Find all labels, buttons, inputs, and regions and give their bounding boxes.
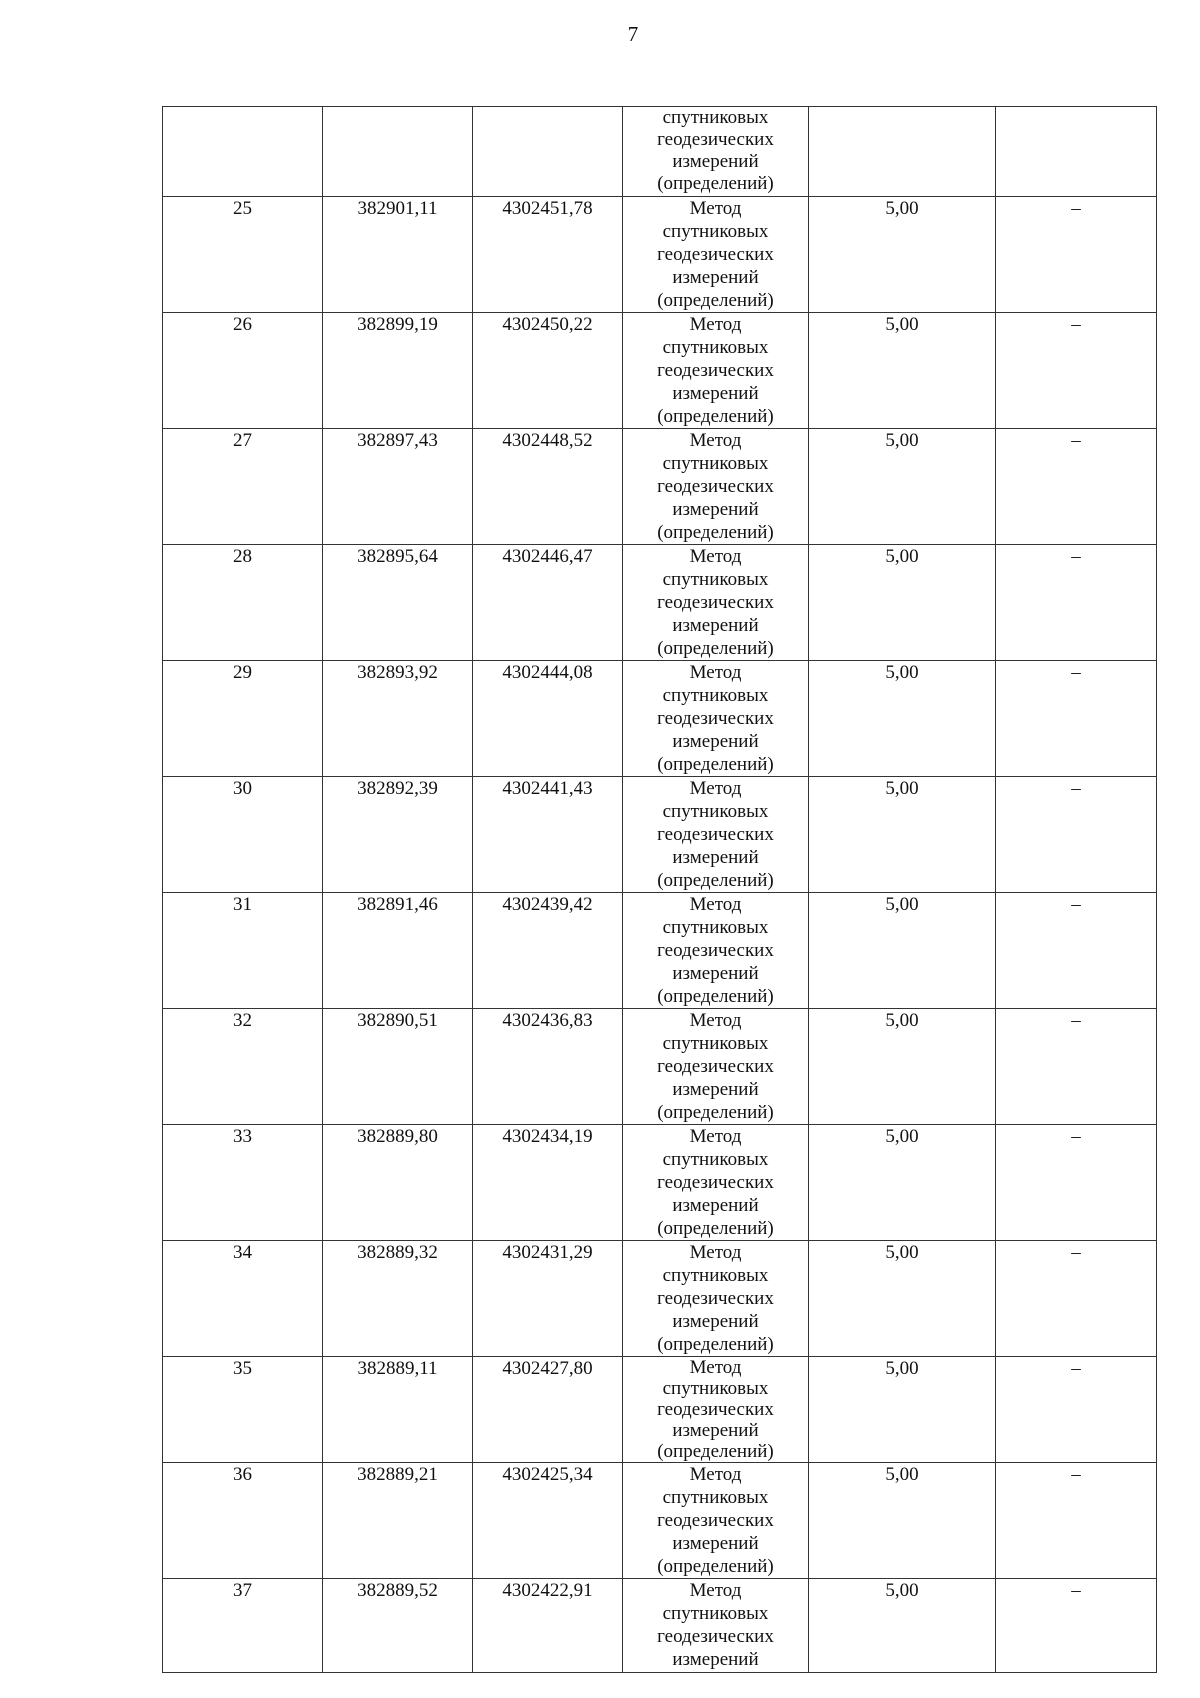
y-coordinate-cell: 4302446,47 [473,545,623,661]
note-cell: – [996,893,1157,1009]
y-coordinate-cell: 4302448,52 [473,429,623,545]
method-line: геодезических [657,592,774,613]
accuracy-cell: 5,00 [809,1009,996,1125]
method-cell [623,1579,809,1673]
table-row [163,1463,1157,1579]
y-coordinate-cell: 4302422,91 [473,1579,623,1673]
method-cell [623,1009,809,1125]
method-line: геодезических [657,1172,774,1193]
method-cell [623,1463,809,1579]
method-line: Метод [689,778,742,799]
accuracy-cell: 5,00 [809,1357,996,1463]
method-line: спутниковых [662,1603,769,1624]
accuracy-cell: 5,00 [809,1241,996,1357]
method-line: Метод [689,546,742,567]
point-number-cell: 27 [163,429,323,545]
method-cell [623,107,809,197]
method-line: спутниковых [662,1378,769,1399]
note-cell: – [996,429,1157,545]
method-line: измерений [672,1079,759,1100]
table-row [163,1125,1157,1241]
method-line: геодезических [657,129,774,150]
method-line: (определений) [657,1218,774,1239]
method-line: (определений) [657,173,774,194]
y-coordinate-cell: 4302439,42 [473,893,623,1009]
method-line: (определений) [657,1556,774,1577]
accuracy-cell: 5,00 [809,661,996,777]
method-line: Метод [689,1357,742,1378]
accuracy-cell: 5,00 [809,197,996,313]
method-line: измерений [672,1311,759,1332]
table-row [163,1579,1157,1673]
method-cell [623,777,809,893]
method-line: измерений [672,847,759,868]
x-coordinate-cell: 382895,64 [323,545,473,661]
note-cell: – [996,1463,1157,1579]
y-coordinate-cell: 4302441,43 [473,777,623,893]
x-coordinate-cell: 382889,32 [323,1241,473,1357]
method-line: измерений [672,383,759,404]
method-line: измерений [672,731,759,752]
accuracy-cell: 5,00 [809,1125,996,1241]
point-number-cell: 34 [163,1241,323,1357]
method-cell [623,893,809,1009]
method-line: измерений [672,1195,759,1216]
method-line: Метод [689,894,742,915]
method-line: (определений) [657,754,774,775]
point-number-cell: 33 [163,1125,323,1241]
accuracy-cell: 5,00 [809,1579,996,1673]
continued-row [163,107,1157,197]
coordinates-table-body [163,107,1157,1673]
method-line: Метод [689,662,742,683]
x-coordinate-cell: 382889,80 [323,1125,473,1241]
accuracy-cell: 5,00 [809,893,996,1009]
method-line: Метод [689,1464,742,1485]
x-coordinate-cell: 382901,11 [323,197,473,313]
method-cell [623,197,809,313]
y-coordinate-cell: 4302450,22 [473,313,623,429]
note-cell [996,107,1157,197]
table-row [163,1009,1157,1125]
x-coordinate-cell: 382889,52 [323,1579,473,1673]
method-line: измерений [672,615,759,636]
method-cell [623,313,809,429]
table-row [163,1357,1157,1463]
method-line: (определений) [657,522,774,543]
table-row [163,313,1157,429]
method-cell [623,545,809,661]
method-line: геодезических [657,360,774,381]
note-cell: – [996,1357,1157,1463]
note-cell: – [996,197,1157,313]
point-number-cell: 30 [163,777,323,893]
note-cell: – [996,1241,1157,1357]
table-row [163,777,1157,893]
y-coordinate-cell: 4302436,83 [473,1009,623,1125]
method-line: Метод [689,1580,742,1601]
x-coordinate-cell: 382899,19 [323,313,473,429]
method-line: геодезических [657,1510,774,1531]
x-coordinate-cell: 382891,46 [323,893,473,1009]
point-number-cell: 36 [163,1463,323,1579]
method-line: спутниковых [662,1265,769,1286]
point-number-cell: 26 [163,313,323,429]
y-coordinate-cell: 4302444,08 [473,661,623,777]
method-line: Метод [689,198,742,219]
note-cell: – [996,313,1157,429]
method-line: спутниковых [662,569,769,590]
point-number-cell [163,107,323,197]
point-number-cell: 37 [163,1579,323,1673]
note-cell: – [996,1009,1157,1125]
method-line: Метод [689,1010,742,1031]
method-line: измерений [672,151,759,172]
method-line: Метод [689,430,742,451]
y-coordinate-cell: 4302434,19 [473,1125,623,1241]
accuracy-cell [809,107,996,197]
method-line: (определений) [657,1102,774,1123]
method-line: спутниковых [662,1149,769,1170]
method-cell [623,661,809,777]
table-row [163,429,1157,545]
note-cell: – [996,661,1157,777]
method-line: Метод [689,1126,742,1147]
method-line: спутниковых [662,453,769,474]
method-line: (определений) [657,870,774,891]
page-number: 7 [627,22,639,46]
method-line: измерений [672,963,759,984]
method-line: геодезических [657,1288,774,1309]
method-line: измерений [672,267,759,288]
method-line: (определений) [657,1334,774,1355]
method-line: спутниковых [662,337,769,358]
method-line: измерений [672,1420,759,1441]
y-coordinate-cell: 4302427,80 [473,1357,623,1463]
method-line: измерений [672,1533,759,1554]
method-line: Метод [689,1242,742,1263]
accuracy-cell: 5,00 [809,777,996,893]
method-line: измерений [672,1649,759,1670]
table-row [163,661,1157,777]
method-cell [623,429,809,545]
point-number-cell: 31 [163,893,323,1009]
method-line: геодезических [657,940,774,961]
accuracy-cell: 5,00 [809,429,996,545]
x-coordinate-cell: 382890,51 [323,1009,473,1125]
method-line: (определений) [657,986,774,1007]
table-row [163,197,1157,313]
method-line: геодезических [657,476,774,497]
method-cell [623,1357,809,1463]
y-coordinate-cell: 4302451,78 [473,197,623,313]
x-coordinate-cell: 382897,43 [323,429,473,545]
method-line: Метод [689,314,742,335]
accuracy-cell: 5,00 [809,545,996,661]
accuracy-cell: 5,00 [809,313,996,429]
x-coordinate-cell: 382889,21 [323,1463,473,1579]
x-coordinate-cell: 382892,39 [323,777,473,893]
accuracy-cell: 5,00 [809,1463,996,1579]
method-line: спутниковых [662,107,769,128]
method-line: спутниковых [662,221,769,242]
method-line: геодезических [657,708,774,729]
point-number-cell: 32 [163,1009,323,1125]
method-line: геодезических [657,1626,774,1647]
method-line: геодезических [657,1056,774,1077]
method-line: спутниковых [662,1033,769,1054]
y-coordinate-cell: 4302431,29 [473,1241,623,1357]
y-coordinate-cell [473,107,623,197]
table-row [163,1241,1157,1357]
method-line: (определений) [657,1441,774,1462]
point-number-cell: 29 [163,661,323,777]
x-coordinate-cell: 382889,11 [323,1357,473,1463]
method-line: (определений) [657,290,774,311]
coordinates-table [162,106,1157,1673]
method-line: геодезических [657,824,774,845]
method-line: измерений [672,499,759,520]
method-line: спутниковых [662,801,769,822]
method-line: спутниковых [662,685,769,706]
note-cell: – [996,545,1157,661]
y-coordinate-cell: 4302425,34 [473,1463,623,1579]
note-cell: – [996,1579,1157,1673]
method-line: (определений) [657,406,774,427]
method-line: спутниковых [662,1487,769,1508]
method-cell [623,1125,809,1241]
method-cell [623,1241,809,1357]
method-line: (определений) [657,638,774,659]
note-cell: – [996,777,1157,893]
point-number-cell: 25 [163,197,323,313]
method-line: геодезических [657,1399,774,1420]
point-number-cell: 35 [163,1357,323,1463]
x-coordinate-cell [323,107,473,197]
note-cell: – [996,1125,1157,1241]
method-line: геодезических [657,244,774,265]
point-number-cell: 28 [163,545,323,661]
table-row [163,545,1157,661]
x-coordinate-cell: 382893,92 [323,661,473,777]
method-line: спутниковых [662,917,769,938]
table-row [163,893,1157,1009]
